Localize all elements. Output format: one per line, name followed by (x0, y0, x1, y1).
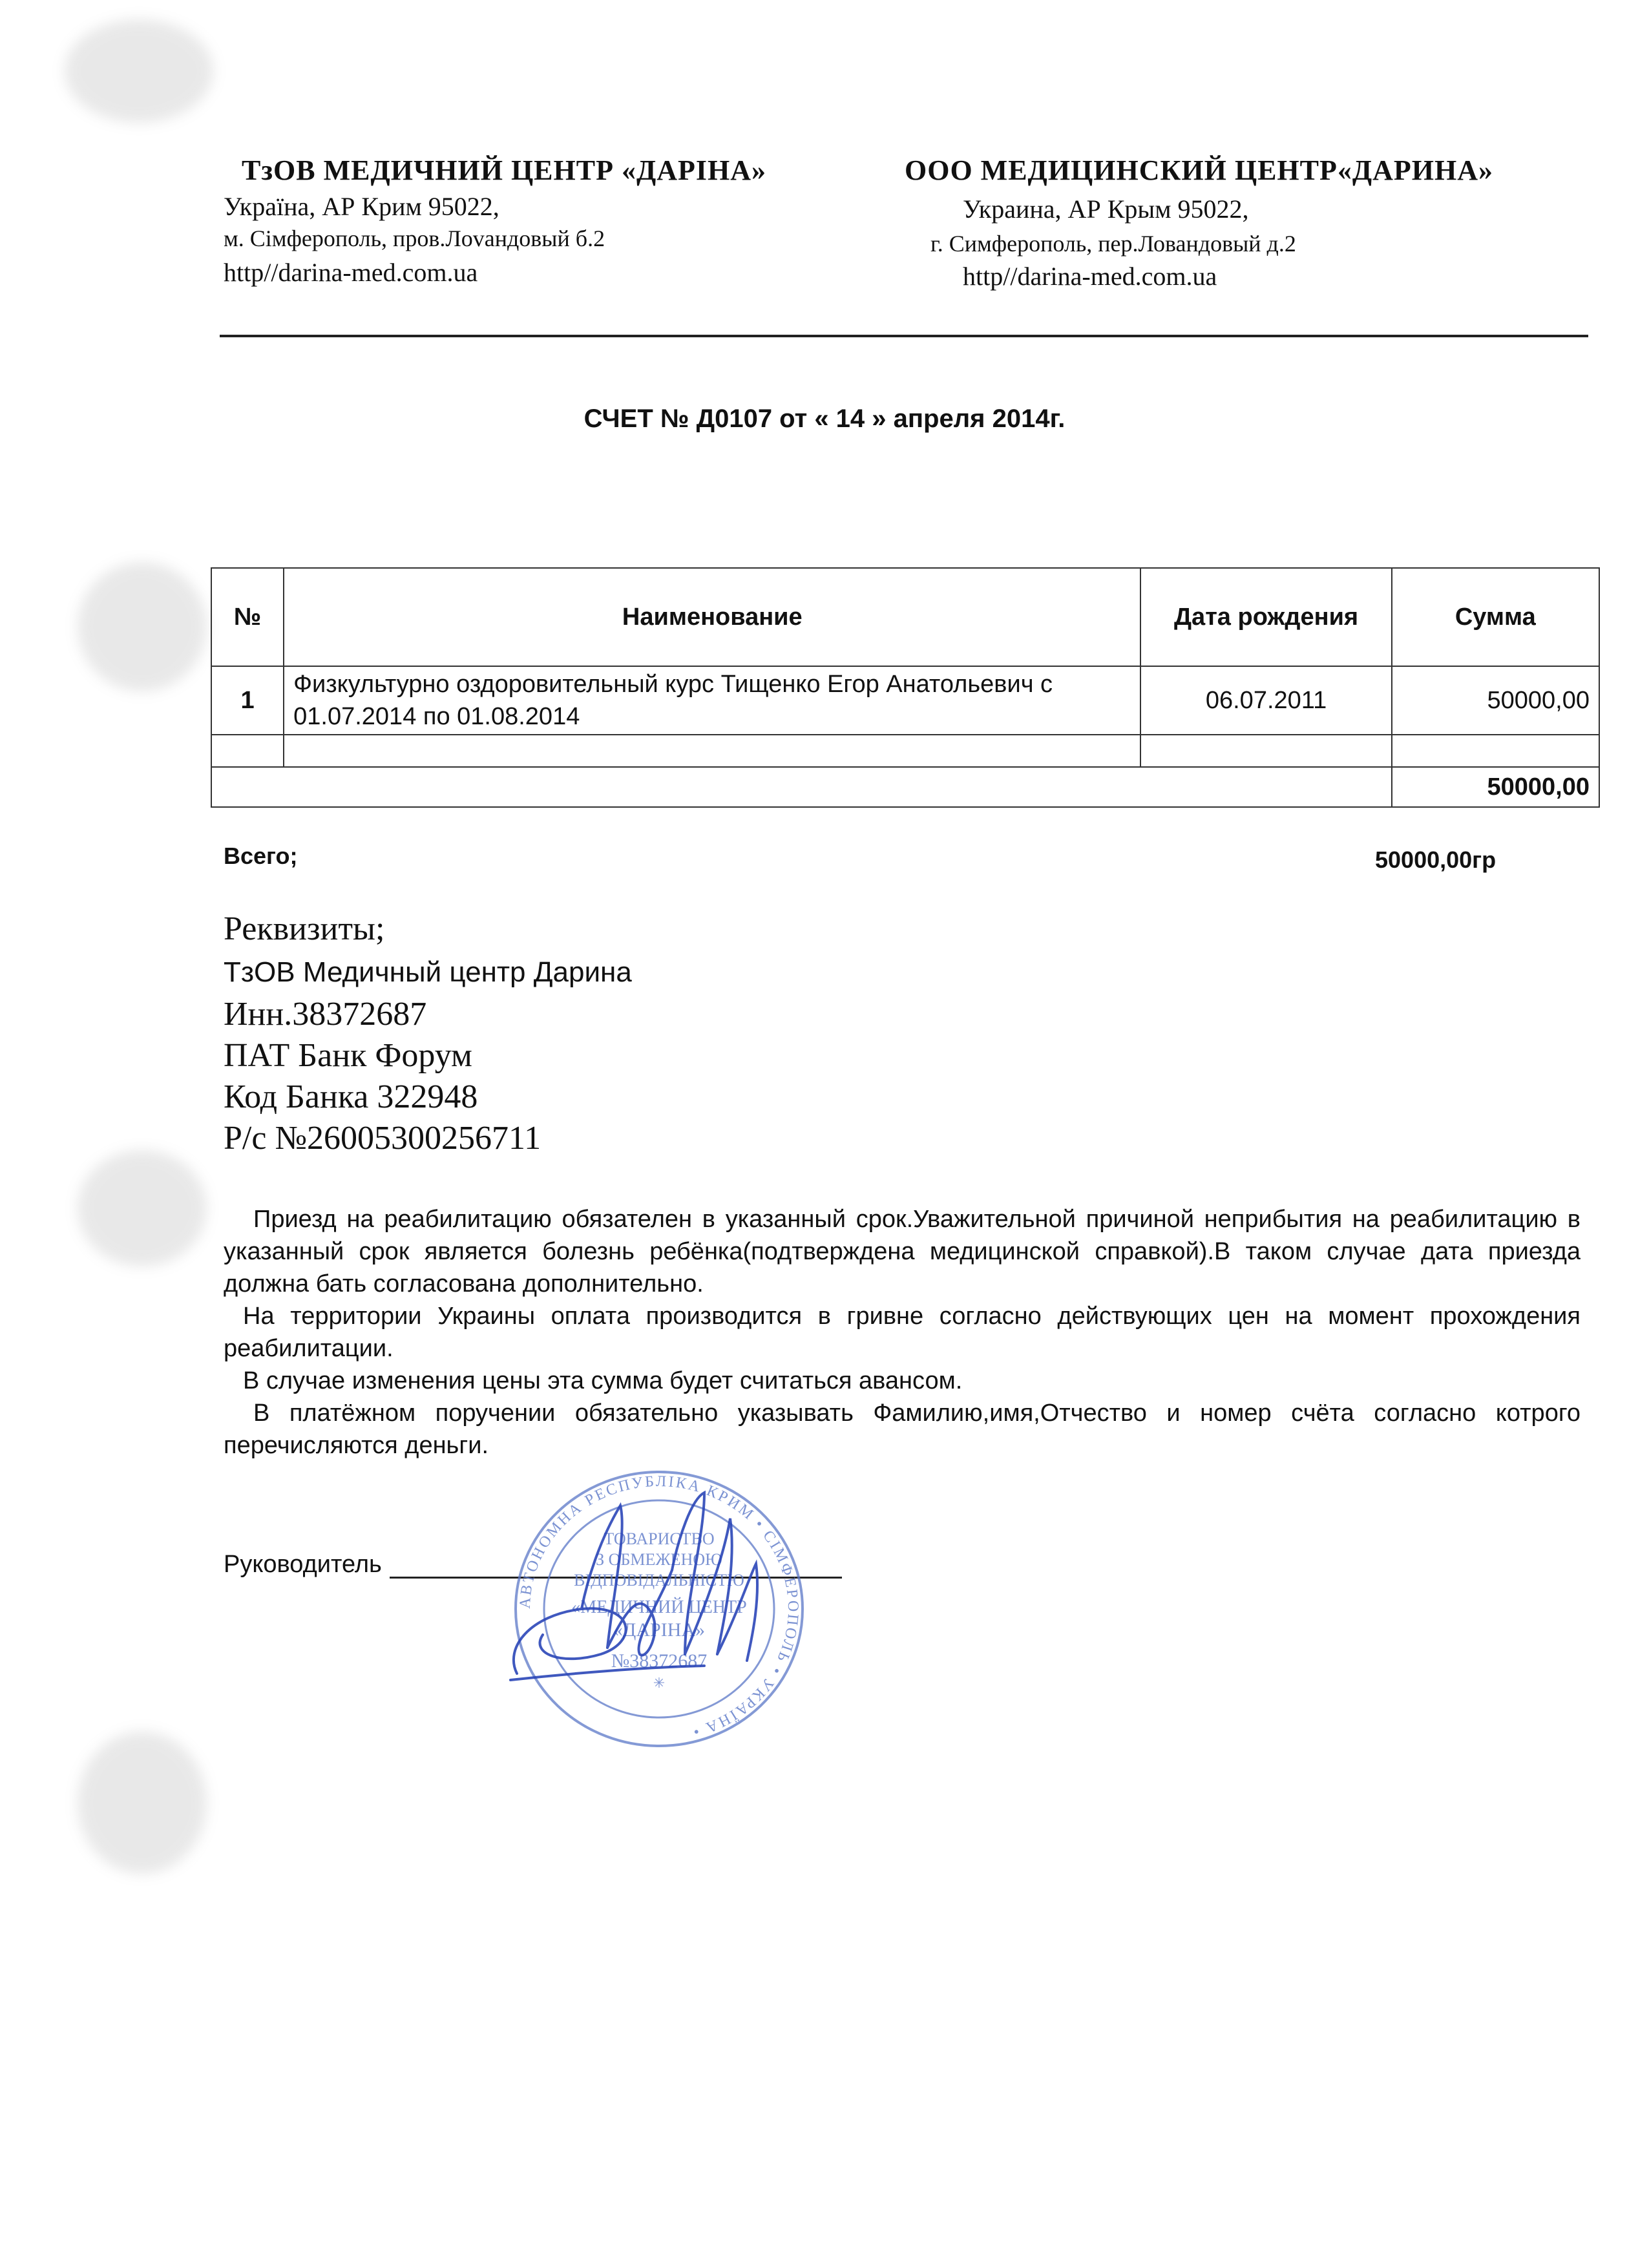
note-paragraph: На территории Украины оплата производится в гривне согласно действующих цен на момент прохождения реабилитации. (224, 1303, 1581, 1362)
stamp-line: З ОБМЕЖЕНОЮ (596, 1550, 722, 1569)
row-name: Физкультурно оздоровительный курс Тищенко Егор Анатольевич с 01.07.2014 по 01.08.2014 (284, 666, 1140, 735)
signature-label: Руководитель (224, 1551, 382, 1578)
stamp-line: «МЕДИЧНИЙ ЦЕНТР (571, 1597, 747, 1617)
company-site-ru: http//darina-med.com.ua (963, 262, 1217, 291)
header-dob: Дата рождения (1140, 568, 1391, 666)
header-name: Наименование (284, 568, 1140, 666)
row-sum: 50000,00 (1392, 666, 1599, 735)
stamp-ring-text: АВТОНОМНА РЕСПУБЛІКА КРИМ • СІМФЕРОПОЛЬ • УКРАЇНА • (516, 1473, 802, 1741)
requisites-company: ТзОВ Медичный центр Дарина (224, 956, 632, 988)
scan-smudge (78, 562, 207, 691)
scan-smudge (65, 19, 213, 123)
requisites-bank: ПАТ Банк Форум (224, 1037, 472, 1074)
note-paragraph: Приезд на реабилитацию обязателен в указанный срок.Уважительной причиной неприбытия на реабилитацию в указанный срок является болезнь ребёнка(подтверждена медицинской справкой).В таком случае дата приезда должна бать согласована дополнительно. (224, 1206, 1581, 1297)
table-row-empty (211, 735, 1599, 767)
company-title-ua: ТзОВ МЕДИЧНИЙ ЦЕНТР «ДАРІНА» (242, 154, 767, 186)
company-address-ru-2: г. Симферополь, пер.Ловандовый д.2 (930, 231, 1296, 257)
company-address-ua-2: м. Сімферополь, пров.Лovaндовый б.2 (224, 226, 605, 251)
scan-smudge (78, 1150, 207, 1266)
header-sum: Сумма (1392, 568, 1599, 666)
company-stamp (491, 1460, 827, 1758)
note-paragraph: В платёжном поручении обязательно указывать Фамилию,имя,Отчество и номер счёта согласно котрого перечисляются деньги. (224, 1400, 1581, 1459)
invoice-notes (224, 1203, 1581, 1462)
stamp-line: «ДАРІНА» (613, 1619, 706, 1641)
stamp-line: ТОВАРИСТВО (604, 1529, 715, 1548)
company-address-ru-1: Украина, АР Крым 95022, (963, 194, 1249, 224)
summary-value: 50000,00гр (1375, 846, 1497, 873)
table-total-row (211, 767, 1599, 807)
items-table (211, 567, 1600, 808)
company-site-ua: http//darina-med.com.ua (224, 258, 478, 287)
company-address-ua-1: Україна, АР Крим 95022, (224, 192, 499, 221)
scan-smudge (78, 1732, 207, 1874)
requisites-bank-code: Код Банка 322948 (224, 1078, 478, 1115)
table-row (211, 666, 1599, 735)
invoice-title: СЧЕТ № Д0107 от « 14 » апреля 2014г. (583, 404, 1066, 433)
svg-text:✳: ✳ (653, 1675, 666, 1691)
requisites-account: Р/с №26005300256711 (224, 1120, 541, 1157)
requisites-inn: Инн.38372687 (224, 996, 427, 1033)
stamp-line: ВІДПОВІДАЛЬНІСТЮ (574, 1571, 744, 1590)
table-total: 50000,00 (1392, 767, 1599, 807)
note-paragraph: В случае изменения цены эта сумма будет считаться авансом. (243, 1367, 963, 1394)
summary-label: Всего; (224, 843, 298, 869)
header-divider (220, 335, 1588, 337)
company-title-ru: ООО МЕДИЦИНСКИЙ ЦЕНТР«ДАРИНА» (905, 154, 1494, 186)
row-no: 1 (211, 666, 284, 735)
table-header-row (211, 568, 1599, 666)
requisites-heading: Реквизиты; (224, 910, 385, 947)
header-no: № (211, 568, 284, 666)
stamp-line: №38372687 (611, 1650, 708, 1672)
row-dob: 06.07.2011 (1140, 666, 1391, 735)
